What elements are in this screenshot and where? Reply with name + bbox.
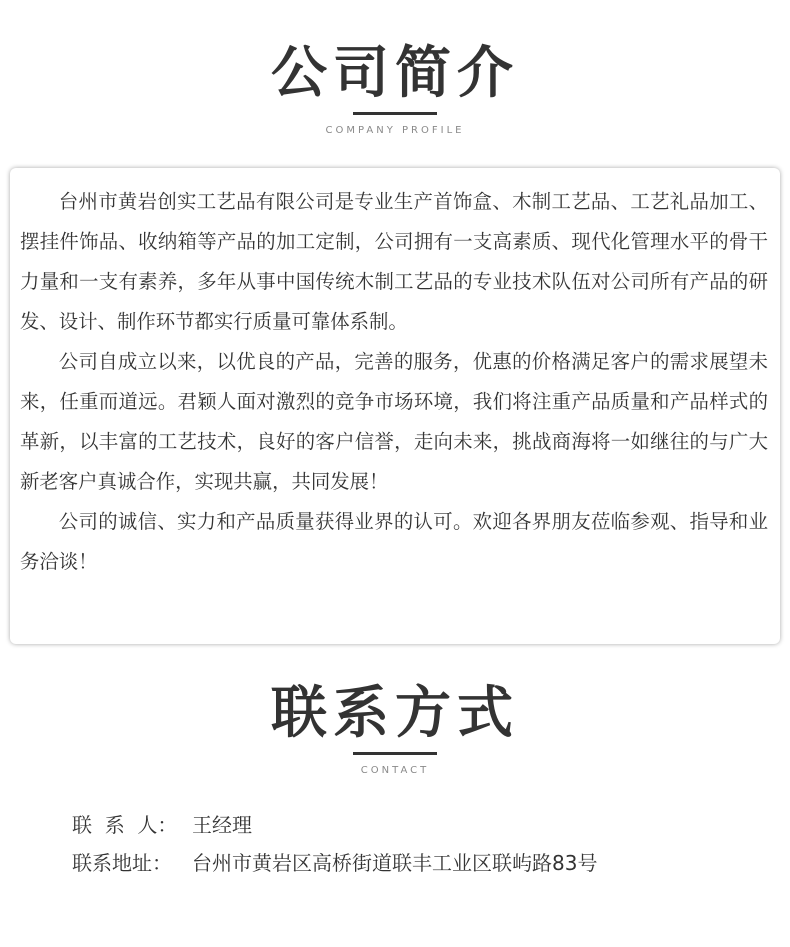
- company-profile-subtitle: COMPANY PROFILE: [325, 125, 465, 136]
- company-profile-heading: [0, 42, 790, 136]
- contact-title-underline: [353, 752, 437, 755]
- intro-paragraph-1: 台州市黄岩创实工艺品有限公司是专业生产首饰盒、木制工艺品、工艺礼品加工、摆挂件饰品、收纳箱等产品的加工定制，公司拥有一支高素质、现代化管理水平的骨干力量和一支有素养，多年从事中国传统木制工艺品的专业技术队伍对公司所有产品的研发、设计、制作环节都实行质量可靠体系制。: [20, 190, 768, 333]
- company-profile-title: 公司简介: [271, 41, 519, 106]
- contact-details: [72, 806, 772, 882]
- intro-paragraph-2: 公司自成立以来，以优良的产品，完善的服务，优惠的价格满足客户的需求展望未来，任重而道远。君颖人面对激烈的竞争市场环境，我们将注重产品质量和产品样式的革新，以丰富的工艺技术，良好的客户信誉，走向未来，挑战商海将一如继往的与广大新老客户真诚合作，实现共赢，共同发展！: [20, 350, 768, 493]
- contact-address-row: [72, 844, 772, 882]
- contact-address-value: 台州市黄岩区高桥街道联丰工业区联屿路83号: [192, 851, 598, 875]
- intro-paragraph-3: 公司的诚信、实力和产品质量获得业界的认可。欢迎各界朋友莅临参观、指导和业务洽谈！: [20, 510, 768, 573]
- company-profile-card: [10, 168, 780, 644]
- contact-subtitle: CONTACT: [360, 765, 430, 776]
- contact-person-value: 王经理: [192, 813, 252, 837]
- company-profile-title-underline: [353, 112, 437, 115]
- contact-heading: [0, 682, 790, 776]
- contact-address-label: 联系地址：: [72, 851, 172, 875]
- contact-person-row: [72, 806, 772, 844]
- contact-person-label: 联 系 人：: [72, 813, 178, 837]
- contact-title: 联系方式: [271, 681, 519, 746]
